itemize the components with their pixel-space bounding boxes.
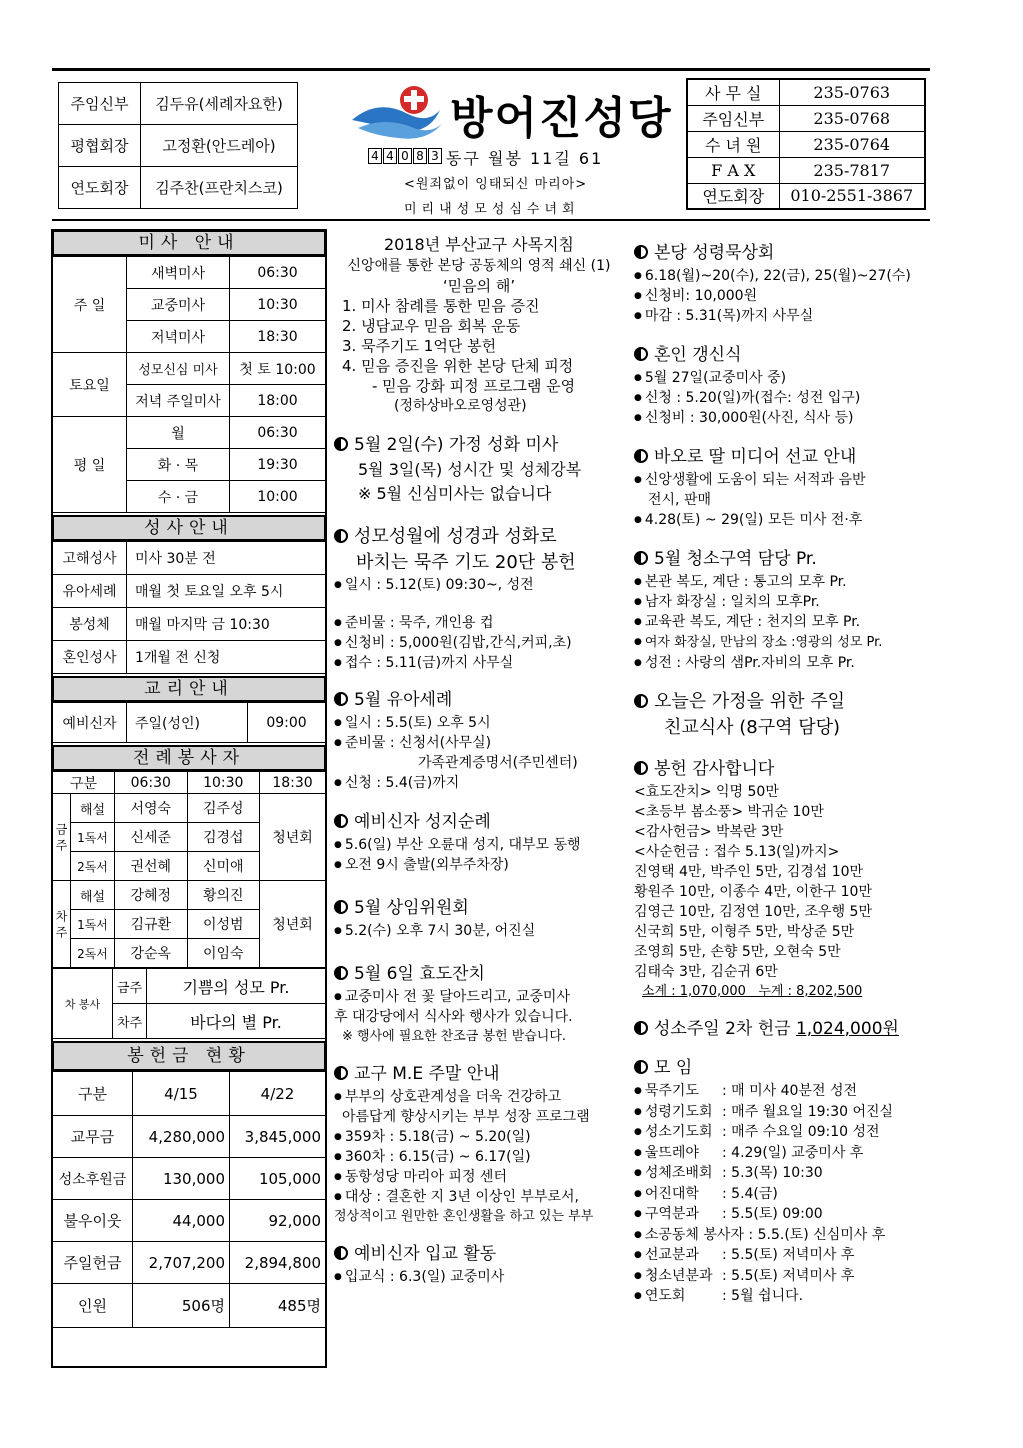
top-rule [52, 68, 930, 71]
sacraments-table [52, 541, 326, 674]
meeting-row: ● 소공동체 봉사자 : 5.5.(토) 신심미사 후 [634, 1225, 924, 1246]
meeting-name: ● 소공동체 봉사자 [634, 1227, 744, 1243]
me-text: ● 부부의 상호관계성을 더욱 건강하고 [334, 1087, 624, 1107]
meeting-info: 4.29(일) 교중미사 후 [731, 1144, 864, 1161]
offering-value: 92,000 [230, 1200, 326, 1242]
mass-name: 성모신심 미사 [127, 353, 230, 385]
offering-label: 주일헌금 [53, 1242, 133, 1284]
pilgrim-item: ● 오전 9시 출발(외부주차장) [334, 855, 624, 875]
wedding-item: ● 신청 : 5.20(일)까(접수: 성전 입구) [634, 388, 924, 408]
servers-head: 06:30 [115, 772, 188, 794]
pastoral-item: 1. 미사 참례를 통한 믿음 증진 [342, 297, 540, 315]
sacrament-name: 고해성사 [53, 542, 127, 575]
baptism-item: ● 준비물 : 신청서(사무실) [334, 733, 624, 753]
meeting-info: 5.5.(토) 신심미사 후 [757, 1226, 886, 1243]
offering-label: 불우이웃 [53, 1200, 133, 1242]
baptism-heading [334, 685, 624, 710]
server-name: 신세준 [115, 823, 188, 852]
catechumen-heading [334, 1239, 624, 1264]
meeting-row: ● 울뜨레야 : 4.29(일) 교중미사 후 [634, 1143, 924, 1164]
contact-label: 수 녀 원 [687, 131, 779, 157]
contact-value: 010-2551-3867 [779, 183, 925, 209]
sacrament-info: 매월 첫 토요일 오후 5시 [127, 575, 326, 608]
meeting-heading [634, 1053, 924, 1078]
half-circle-icon [334, 1066, 348, 1080]
meeting-name: ● 성소기도회 [634, 1122, 722, 1143]
clean-item: ● 교육관 복도, 계단 : 천지의 모후 Pr. [634, 612, 924, 632]
meeting-info: 매주 수요일 09:10 성전 [731, 1124, 880, 1140]
mass-name: 새벽미사 [127, 257, 230, 289]
postal-digit: 0 [398, 148, 412, 164]
thanks-total: 소계 : 1,070,000 누계 : 8,202,500 [642, 984, 863, 999]
mass-time: 10:30 [230, 289, 326, 321]
week2-label: 차 주 [53, 881, 71, 968]
pilgrim-heading [334, 807, 624, 832]
family-day-line: 친교식사 (8구역 담당) [664, 717, 841, 738]
server-role: 1독서 [71, 823, 115, 852]
offering-title: 봉헌금 현황 [52, 1041, 326, 1071]
offering-value: 4,280,000 [133, 1116, 230, 1158]
meeting-name: ● 연도회 [634, 1286, 722, 1307]
pastoral-sub: (정하상바오로영성관) [394, 398, 527, 414]
thanks-line: <감사헌금> 박복란 3만 [634, 824, 784, 840]
me-item: ● 대상 : 결혼한 지 3년 이상인 부부로서, [334, 1187, 624, 1207]
servers-head: 10:30 [187, 772, 260, 794]
thanks-line: 김영근 10만, 김정연 10만, 조우행 5만 [634, 904, 872, 920]
server-name: 이성범 [187, 910, 260, 939]
media-heading [634, 442, 924, 467]
server-evening: 청년회 [260, 881, 326, 968]
mass-time: 18:00 [230, 385, 326, 417]
postal-digit: 3 [428, 148, 442, 164]
bible-item: ● 6.18(월)~20(수), 22(금), 25(월)~27(수) [634, 266, 924, 286]
server-name: 권선혜 [115, 852, 188, 881]
doctrine-title: 교리안내 [52, 676, 326, 702]
meeting-name: ● 묵주기도 [634, 1081, 722, 1102]
meeting-row: ● 구역분과 : 5.5(토) 09:00 [634, 1204, 924, 1225]
mass-name: 월 [127, 417, 230, 449]
baptism-extra: 가족관계증명서(주민센터) [418, 755, 578, 771]
pastoral-title: 2018년 부산교구 사목지침 [384, 235, 574, 254]
clean-item: ● 성전 : 사랑의 샘Pr.자비의 모후 Pr. [634, 653, 924, 673]
thanks-line: <효도잔치> 익명 50만 [634, 784, 779, 800]
address: 동구 월봉 11길 61 [446, 149, 604, 168]
server-name: 김경섭 [187, 823, 260, 852]
rosary-item: ● 접수 : 5.11(금)까지 사무실 [334, 653, 624, 673]
offering-value: 2,707,200 [133, 1242, 230, 1284]
rosary-item: ● 준비물 : 묵주, 개인용 컵 [334, 613, 624, 633]
catechumen-title: 예비신자 입교 활동 [354, 1244, 497, 1264]
server-role: 1독서 [71, 910, 115, 939]
mass-time: 18:30 [230, 321, 326, 353]
pastoral-item: 2. 냉담교우 믿음 회복 운동 [342, 317, 521, 335]
meeting-row: ● 성소기도회 : 매주 수요일 09:10 성전 [634, 1122, 924, 1143]
pilgrim-title: 예비신자 성지순례 [354, 812, 491, 832]
baptism-item: ● 일시 : 5.5(토) 오후 5시 [334, 713, 624, 733]
pilgrim-item: ● 5.6(일) 부산 오륜대 성지, 대부모 동행 [334, 835, 624, 855]
postal-digit: 8 [413, 148, 427, 164]
family-mass-heading [334, 430, 624, 455]
sacraments-title: 성사안내 [52, 515, 326, 541]
offering-value: 3,845,000 [230, 1116, 326, 1158]
meeting-info: 5월 쉽니다. [731, 1288, 804, 1304]
meeting-row: ● 청소년분과 : 5.5(토) 저녁미사 후 [634, 1266, 924, 1287]
meeting-row: ● 성령기도회 : 매주 월요일 19:30 어진실 [634, 1102, 924, 1123]
half-circle-icon [634, 761, 648, 775]
thanks-line: 황원주 10만, 이종수 4만, 이한구 10만 [634, 884, 872, 900]
server-name: 김규환 [115, 910, 188, 939]
offering-label: 교무금 [53, 1116, 133, 1158]
me-item: ● 360차 : 6.15(금) ~ 6.17(일) [334, 1147, 624, 1167]
offering-value: 506명 [133, 1284, 230, 1328]
header-rule [52, 219, 930, 221]
offering-head: 4/15 [133, 1072, 230, 1116]
thanks-title: 봉헌 감사합니다 [654, 759, 775, 779]
half-circle-icon [334, 692, 348, 706]
meeting-row: ● 연도회 : 5월 쉽니다. [634, 1286, 924, 1307]
contact-value: 235-7817 [779, 157, 925, 183]
clean-item: ● 여자 화장실, 만남의 장소 :영광의 성모 Pr. [634, 632, 924, 653]
meeting-name: ● 어진대학 [634, 1184, 722, 1205]
doctrine-table [52, 702, 326, 743]
sacrament-info: 미사 30분 전 [127, 542, 326, 575]
mass-time: 06:30 [230, 417, 326, 449]
rosary-item: ● 신청비 : 5,000원(김밥,간식,커피,초) [334, 633, 624, 653]
mass-name: 저녁미사 [127, 321, 230, 353]
role-name: 김주찬(프란치스코) [141, 167, 298, 209]
role-name: 김두유(세례자요한) [141, 83, 298, 125]
baptism-title: 5월 유아세례 [354, 690, 453, 710]
vehicle-group: 기쁨의 성모 Pr. [147, 969, 326, 1004]
clean-item: ● 본관 복도, 계단 : 통고의 모후 Pr. [634, 572, 924, 592]
vehicle-table [52, 968, 326, 1039]
offering-label: 인원 [53, 1284, 133, 1328]
meeting-info: 5.3(목) 10:30 [731, 1165, 823, 1181]
half-circle-icon [634, 551, 648, 565]
family-mass-note: ※ 5월 신심미사는 없습니다 [358, 484, 552, 503]
roles-table [58, 82, 298, 209]
postal-digit: 4 [383, 148, 397, 164]
sacrament-name: 혼인성사 [53, 641, 127, 674]
meeting-name: ● 구역분과 [634, 1204, 722, 1225]
family-mass-title: 5월 2일(수) 가정 성화 미사 [354, 435, 559, 455]
sacrament-name: 유아세례 [53, 575, 127, 608]
server-evening: 청년회 [260, 794, 326, 881]
meeting-name: ● 성령기도회 [634, 1102, 722, 1123]
pastoral-theme: ‘믿음의 해’ [442, 277, 516, 295]
mass-time: 10:00 [230, 481, 326, 513]
filial-text: ● 교중미사 전 꽃 달아드리고, 교중미사 [334, 987, 624, 1007]
sacrament-info: 1개월 전 신청 [127, 641, 326, 674]
half-circle-icon [634, 694, 648, 708]
rosary-item: ● 일시 : 5.12(토) 09:30~, 성전 [334, 575, 624, 595]
pastoral-item: 3. 묵주기도 1억단 봉헌 [342, 337, 497, 355]
servers-table [52, 771, 326, 968]
vocation-amount: 1,024,000원 [795, 1019, 899, 1039]
offering-table [52, 1071, 326, 1328]
half-circle-icon [634, 1021, 648, 1035]
mass-table [52, 256, 326, 513]
offering-value: 105,000 [230, 1158, 326, 1200]
meeting-info: 5.4(금) [731, 1185, 778, 1202]
meeting-info: 매주 월요일 19:30 어진실 [731, 1103, 894, 1120]
server-name: 강혜정 [115, 881, 188, 910]
vehicle-group: 바다의 별 Pr. [147, 1004, 326, 1039]
half-circle-icon [334, 966, 348, 980]
contact-label: 연도회장 [687, 183, 779, 209]
servers-title: 전례봉사자 [52, 745, 326, 771]
mass-time: 첫 토 10:00 [230, 353, 326, 385]
meeting-title: 모 임 [654, 1058, 693, 1078]
wedding-item: ● 신청비 : 30,000원(사진, 식사 등) [634, 408, 924, 428]
bible-item: ● 마감 : 5.31(목)까지 사무실 [634, 306, 924, 326]
server-role: 2독서 [71, 939, 115, 968]
motto: <원죄없이 잉태되신 마리아> [404, 177, 588, 192]
mass-time: 19:30 [230, 449, 326, 481]
meeting-row: ● 어진대학 : 5.4(금) [634, 1184, 924, 1205]
vehicle-week: 차주 [113, 1004, 147, 1039]
thanks-line: 김태숙 3만, 김순귀 6만 [634, 964, 778, 980]
committee-title: 5월 상임위원회 [354, 898, 469, 918]
meeting-name: ● 청소년분과 [634, 1266, 722, 1287]
media-text-2: 전시, 판매 [648, 492, 711, 508]
bible-heading [634, 238, 924, 263]
week1-label: 금 주 [53, 794, 71, 881]
me-text-2: 아름답게 향상시키는 부부 성장 프로그램 [342, 1109, 590, 1125]
server-role: 해설 [71, 881, 115, 910]
role-label: 주임신부 [59, 83, 141, 125]
pastoral-sub: - 믿음 강화 피정 프로그램 운영 [372, 377, 576, 395]
servers-head: 구분 [53, 772, 115, 794]
meeting-info: 매 미사 40분전 성전 [731, 1083, 858, 1099]
offering-label: 성소후원금 [53, 1158, 133, 1200]
meeting-list [634, 1081, 924, 1307]
server-name: 황의진 [187, 881, 260, 910]
pastoral-item: 4. 믿음 증진을 위한 본당 단체 피정 [342, 357, 574, 375]
server-role: 해설 [71, 794, 115, 823]
wedding-title: 혼인 갱신식 [654, 345, 742, 365]
filial-heading [334, 959, 624, 984]
meeting-info: 5.5(토) 09:00 [731, 1206, 823, 1222]
contact-table [686, 78, 926, 210]
half-circle-icon [334, 900, 348, 914]
vocation-heading [634, 1014, 924, 1039]
sunday-label: 주 일 [53, 257, 127, 353]
servers-head: 18:30 [260, 772, 326, 794]
pastoral-subtitle: 신앙애를 통한 본당 공동체의 영적 쇄신 (1) [347, 258, 611, 274]
meeting-row: ● 묵주기도 : 매 미사 40분전 성전 [634, 1081, 924, 1102]
sacrament-name: 봉성체 [53, 608, 127, 641]
me-item: ● 359차 : 5.18(금) ~ 5.20(일) [334, 1127, 624, 1147]
half-circle-icon [634, 347, 648, 361]
half-circle-icon [634, 449, 648, 463]
contact-value: 235-0764 [779, 131, 925, 157]
offering-head: 구분 [53, 1072, 133, 1116]
filial-note: ※ 행사에 필요한 찬조금 봉헌 받습니다. [342, 1029, 567, 1044]
mass-title: 미사 안내 [52, 230, 326, 256]
vehicle-week: 금주 [113, 969, 147, 1004]
meeting-info: 5.5(토) 저녁미사 후 [731, 1267, 855, 1284]
filial-text-2: 후 대강당에서 식사와 행사가 있습니다. [334, 1009, 573, 1025]
church-name: 방어진성당 [450, 93, 673, 144]
family-mass-line: 5월 3일(목) 성시간 및 성체강복 [358, 460, 582, 479]
mass-name: 교중미사 [127, 289, 230, 321]
church-logo [348, 80, 444, 144]
offering-value: 2,894,800 [230, 1242, 326, 1284]
offering-value: 44,000 [133, 1200, 230, 1242]
wedding-heading [634, 340, 924, 365]
bible-title: 본당 성령묵상회 [654, 243, 775, 263]
thanks-line: 신국희 5만, 이형주 5만, 박상준 5만 [634, 924, 855, 940]
thanks-heading [634, 754, 924, 779]
filial-title: 5월 6일 효도잔치 [354, 964, 485, 984]
religious-order: 미리내성모성심수녀회 [404, 202, 580, 217]
committee-item: ● 5.2(수) 오후 7시 30분, 어진실 [334, 921, 624, 941]
contact-label: F A X [687, 157, 779, 183]
clean-title: 5월 청소구역 담당 Pr. [654, 549, 817, 569]
half-circle-icon [334, 437, 348, 451]
family-day-heading [634, 687, 924, 713]
thanks-line: <초등부 봄소풍> 박귀순 10만 [634, 804, 824, 820]
half-circle-icon [334, 814, 348, 828]
me-heading [334, 1059, 624, 1084]
offering-value: 485명 [230, 1284, 326, 1328]
me-item: ● 동항성당 마리아 피정 센터 [334, 1167, 624, 1187]
mass-name: 화 · 목 [127, 449, 230, 481]
middle-column [334, 234, 624, 1287]
wedding-item: ● 5월 27일(교중미사 중) [634, 368, 924, 388]
role-name: 고정환(안드레아) [141, 125, 298, 167]
server-role: 2독서 [71, 852, 115, 881]
contact-value: 235-0768 [779, 105, 925, 131]
doctrine-time: 09:00 [248, 703, 326, 743]
offering-value: 130,000 [133, 1158, 230, 1200]
server-name: 서영숙 [115, 794, 188, 823]
thanks-line: 진영택 4만, 박주인 5만, 김경섭 10만 [634, 864, 864, 880]
media-item: ● 4.28(토) ~ 29(일) 모든 미사 전·후 [634, 510, 924, 530]
family-day-title: 오늘은 가정을 위한 주일 [654, 691, 846, 712]
meeting-info: 5.5(토) 저녁미사 후 [731, 1247, 855, 1263]
meeting-row: ● 선교분과 : 5.5(토) 저녁미사 후 [634, 1245, 924, 1266]
rosary-title: 성모성월에 성경과 성화로 [354, 526, 557, 547]
baptism-apply: ● 신청 : 5.4(금)까지 [334, 773, 624, 793]
meeting-row: ● 성체조배회 : 5.3(목) 10:30 [634, 1163, 924, 1184]
weekday-label: 평 일 [53, 417, 127, 513]
contact-value: 235-0763 [779, 79, 925, 105]
saturday-label: 토요일 [53, 353, 127, 417]
mass-name: 수 · 금 [127, 481, 230, 513]
media-text: ● 신앙생활에 도움이 되는 서적과 음반 [634, 470, 924, 490]
postal-code [368, 148, 442, 164]
clean-item: ● 남자 화장실 : 일치의 모후Pr. [634, 592, 924, 612]
vocation-title: 성소주일 2차 헌금 [654, 1019, 791, 1039]
media-title: 바오로 딸 미디어 선교 안내 [654, 447, 857, 467]
rosary-title-2: 바치는 묵주 기도 20단 봉헌 [356, 552, 576, 573]
catechumen-item: ● 입교식 : 6.3(일) 교중미사 [334, 1267, 624, 1287]
clean-heading [634, 544, 924, 569]
half-circle-icon [634, 245, 648, 259]
half-circle-icon [334, 1246, 348, 1260]
vehicle-label: 차 봉사 [53, 969, 113, 1039]
server-name: 신미애 [187, 852, 260, 881]
thanks-line: <사순헌금 : 접수 5.13(일)까지> [634, 844, 840, 860]
meeting-name: ● 울뜨레야 [634, 1143, 722, 1164]
server-name: 이임숙 [187, 939, 260, 968]
half-circle-icon [634, 1060, 648, 1074]
role-label: 연도회장 [59, 167, 141, 209]
sacrament-info: 매월 마지막 금 10:30 [127, 608, 326, 641]
mass-time: 06:30 [230, 257, 326, 289]
contact-label: 주임신부 [687, 105, 779, 131]
mass-name: 저녁 주일미사 [127, 385, 230, 417]
postal-digit: 4 [368, 148, 382, 164]
me-text-3: 정상적이고 원만한 혼인생활을 하고 있는 부부 [334, 1209, 594, 1224]
meeting-name: ● 성체조배회 [634, 1163, 722, 1184]
doctrine-label: 예비신자 [53, 703, 127, 743]
bible-item: ● 신청비: 10,000원 [634, 286, 924, 306]
offering-head: 4/22 [230, 1072, 326, 1116]
me-title: 교구 M.E 주말 안내 [354, 1064, 500, 1084]
doctrine-when: 주일(성인) [127, 703, 248, 743]
thanks-line: 조영희 5만, 손향 5만, 오현숙 5만 [634, 944, 841, 960]
half-circle-icon [334, 529, 348, 543]
role-label: 평협회장 [59, 125, 141, 167]
contact-label: 사 무 실 [687, 79, 779, 105]
rosary-heading [334, 522, 624, 548]
server-name: 김주성 [187, 794, 260, 823]
meeting-name: ● 선교분과 [634, 1245, 722, 1266]
server-name: 강순옥 [115, 939, 188, 968]
committee-heading [334, 893, 624, 918]
right-column [634, 234, 924, 1307]
